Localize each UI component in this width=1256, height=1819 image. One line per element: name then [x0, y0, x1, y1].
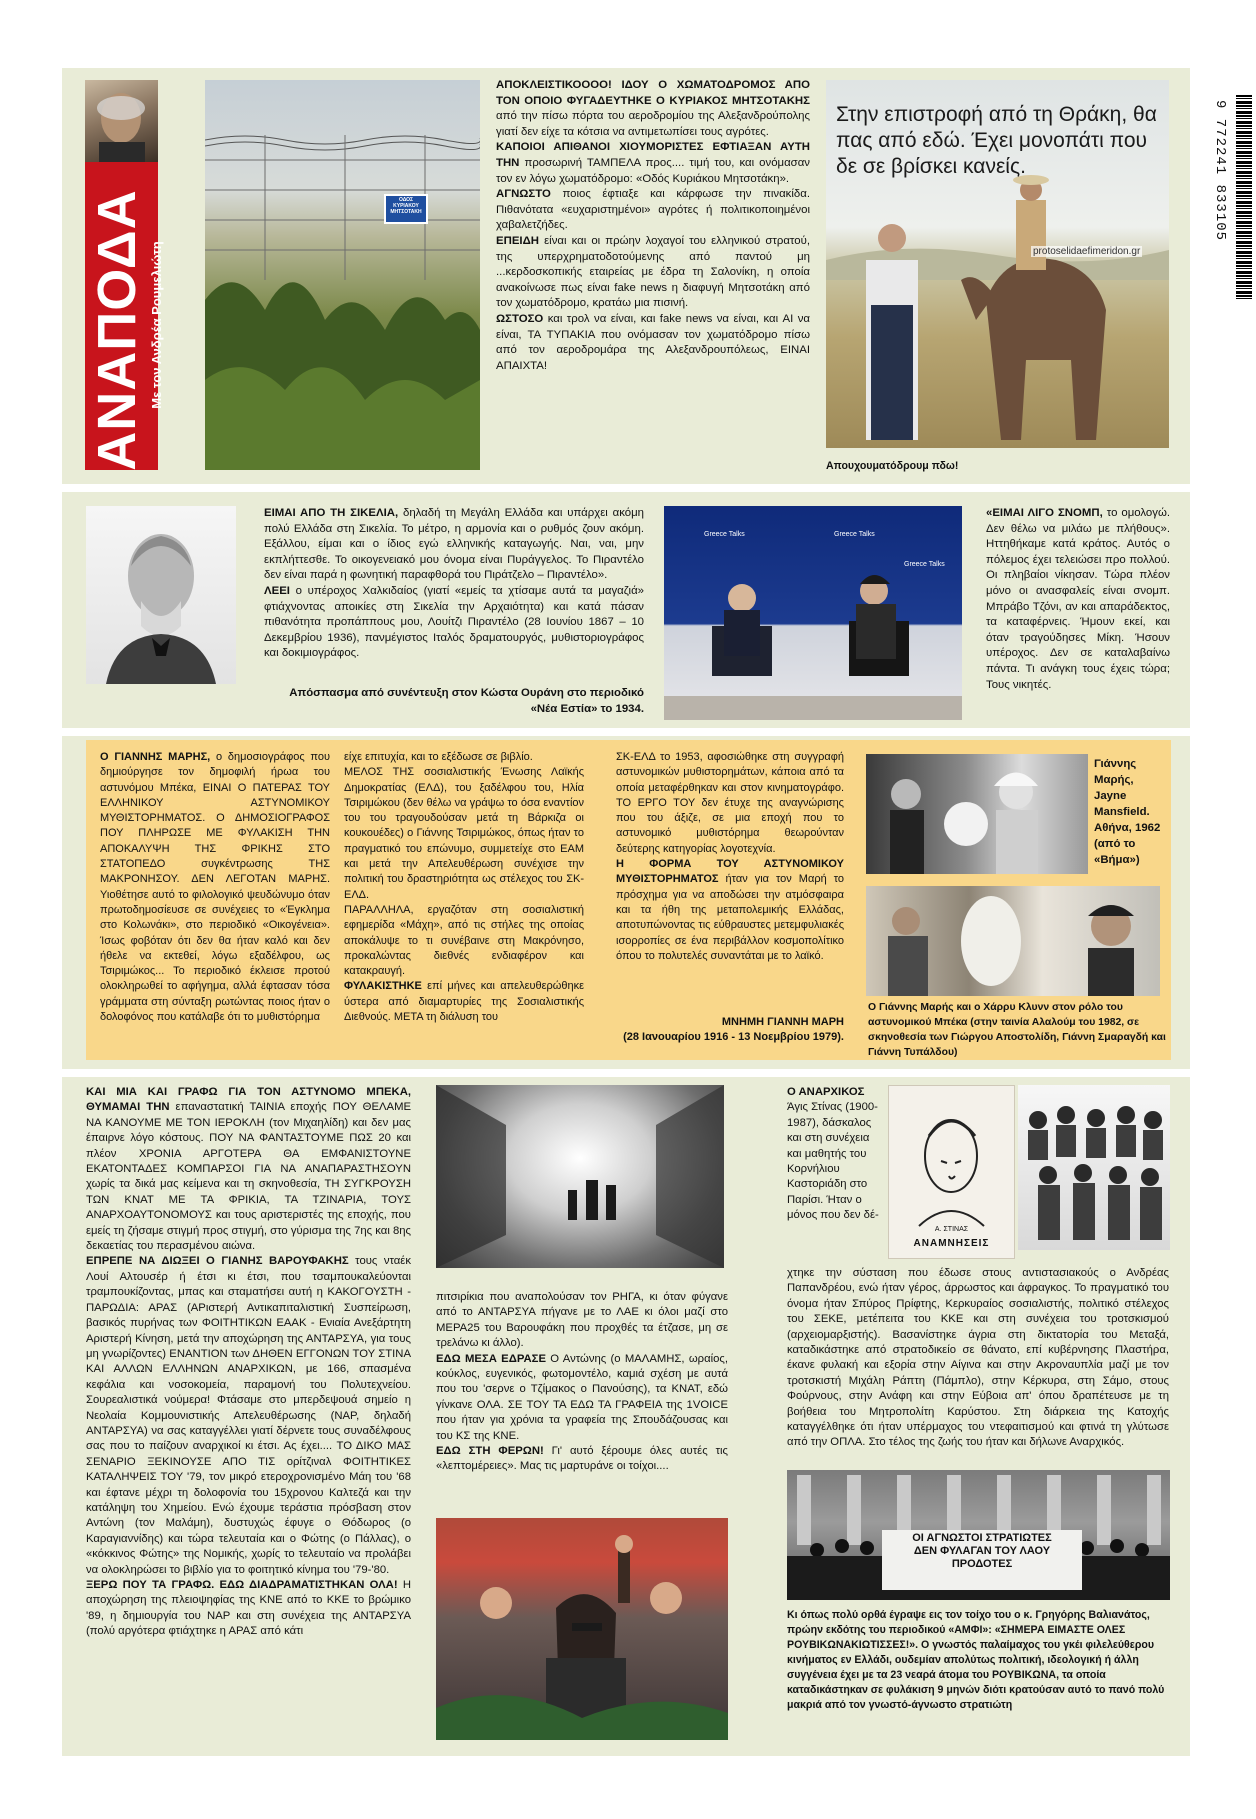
column-author: Με τον Ανδρέα Ρουμελιώτη — [149, 241, 164, 409]
columnist-photo — [85, 80, 158, 162]
svg-text:Greece Talks: Greece Talks — [904, 561, 945, 568]
book-author: Α. ΣΤΙΝΑΣ — [934, 1226, 969, 1233]
maris-memorial: ΜΝΗΜΗ ΓΙΑΝΝΗ ΜΑΡΗ (28 Ιανουαρίου 1916 - 13 Νοεμβρίου 1979). — [623, 1016, 844, 1043]
anarchist-col2: πιτσιρίκια που αναπολούσαν τον ΡΗΓΑ, κι όταν φύγανε από το ΑΝΤΑΡΣΥΑ πήγανε με το ΛΑΕ κι όλοι μαζί στο ΜΕΡΑ25 του Βαρουφάκη που προχθές τα έτζασε, μη σε τρελάνω κι άλλο). ΕΔΩ ΜΕΣΑ ΕΔΡΑΣΕ Ο Αντώνης (ο ΜΑΛΑΜΗΣ, ωραίος, κούκλος, ευγενικός, φωτομοντέλο, καμιά σχέση με αυτά που του 'σερνε ο Τζίμακος ο Πανούσης), τα ΚΝΑΤ, εδώ γίνκανε ΟΛΑ. ΣΕ ΤΟΥ ΤΑ ΕΔΩ ΤΑ ΓΡΑΦΕΙΑ της 1VOICE που ήταν για χρόνια τα γραφεία της Σπουδάζουσας και του ΚΣ της ΚΝΕ. ΕΔΩ ΣΤΗ ΦΕΡΩΝ! Γι' αυτό ξέρουμε όλες αυτές τις «λεπτομέρειες». Μας τις μαρτυράνε οι τοίχοι.... — [436, 1291, 729, 1473]
maris-klynn-photo — [866, 886, 1160, 996]
fence-sign: ΟΔΟΣ ΚΥΡΙΑΚΟΥ ΜΗΤΣΟΤΑΚΗ — [390, 197, 422, 215]
anarchist-col1: ΚΑΙ ΜΙΑ ΚΑΙ ΓΡΑΦΩ ΓΙΑ ΤΟΝ ΑΣΤΥΝΟΜΟ ΜΠΕΚΑ, ΘΥΜΑΜΑΙ ΤΗΝ επαναστατική ΤΑΙΝΙΑ εποχής ΠΟΥ ΘΕΛΑΜΕ ΝΑ ΚΑΝΟΥΜΕ ΜΕ ΤΟΝ ΙΕΡΟΚΛΗ (τον Μιχαηλίδη) και δεν μας έπαιρνε λόγο κόστους. ΠΟΥ ΝΑ ΦΑΝΤΑΣΤΟΥΜΕ ΠΩΣ 20 και πλέον ΧΡΟΝΙΑ ΑΡΓΟΤΕΡΑ ΘΑ ΕΜΦΑΝΙΣΤΟΥΝΕ ΕΚΑΤΟΝΤΑΔΕΣ ΚΟΜΠΑΡΣΟΙ ΓΙΑ ΝΑ ΑΝΑΠΑΡΑΣΤΗΣΟΥΝ χωρίς τα δικά μας κείμενα και τη σκηνοθεσία, ΤΗ ΣΥΓΚΡΟΥΣΗ ΤΩΝ ΚΝΑΤ ΜΕ ΤΑ ΦΡΙΚΙΑ, ΤΑ ΤΖΙΝΑΡΙΑ, ΤΟΥΣ ΑΝΑΡΧΟΑΥΤΟΝΟΜΟΥΣ και τους αριστεριστές της εποχής, που εμείς τη ζήσαμε στιγμή προς στιγμή, στο γύρισμα της 7ης και 8ης δεκαετίας του περασμένου αιώνα. ΕΠΡΕΠΕ ΝΑ ΔΙΩΞΕΙ Ο ΓΙΑΝΗΣ ΒΑΡΟΥΦΑΚΗΣ τους νταέκ Λουί Αλτουσέρ ή έτσι κι έτσι, που τσαμπουκαλεύονται τραμπουκίζοντας, μπας και σταματήσει αυτή η ΚΑΚΟΓΟΥΣΤΗ - ΠΑΡΩΔΙΑ: ΑΡΑΣ (ΑΡιστερή Αντικαπιταλιστική Συσπείρωση, βασικός πυρήνας των ΦΟΙΤΗΤΙΚΩΝ ΕΑΑΚ - Ενιαία Ανεξάρτητη Αριστερή Κίνηση, μετά την αποχώρηση της ΑΝΤΑΡΣΥΑ, για τους μη γνωρίζοντες) ΕΝΑΝΤΙΟΝ των ΔΗΘΕΝ ΕΓΓΟΝΩΝ ΤΟΥ ΣΤΙΝΑ ΚΑΙ ΑΛΛΩΝ ΕΛΛΗΝΩΝ ΑΝΑΡΧΙΚΩΝ, με 166, σπασμένα κεφάλια και νοσοκομεία, παραμονή του Πολυτεχνείου. Σουρεαλιστικά νούμερα! Φτάσαμε στο μπερδεψουά σημείο η Νεολαία Κομμουνιστικής Απελευθέρωσης (ΝΑΡ, δηλαδή ΑΝΤΑΡΣΥΑ) να σας καταγγέλλει γιατί δέρνετε τους συναδέλφους σας που το παίζουν αναρχικοί κι έτσι. Ας έχει.... ΤΟ ΔΙΚΟ ΜΑΣ ΣΕΝΑΡΙΟ ΞΕΚΙΝΟΥΣΕ ΑΠΟ ΤΙΣ ορίτζιναλ ΦΟΙΤΗΤΙΚΕΣ ΚΑΤΑΛΗΨΕΙΣ ΤΟΥ '79, τον μικρό ετεροχρονισμένο Μάη του '68 και έφτανε μέχρι τη δολοφονία του 15χρονου Καλτεζά και την κατάληψη του Χημείου. Ενώ έχουμε τεράστια πρόσβαση στον Αντώνη (τον Μαλάμη), δυστυχώς έφυγε ο Θόδωρος (ο Καραγιαννίδης) και τώρα τελευταία και ο Φώτης (ο Πάλλας), ο «κόκκινος Φώτης» της Νομικής, χωρίς το τελευταίο να προλάβει να ολοκληρώσει το βιβλίο για το φοιτητικό κίνημα του '79-'80. ΞΕΡΩ ΠΟΥ ΤΑ ΓΡΑΦΩ. ΕΔΩ ΔΙΑΔΡΑΜΑΤΙΣΤΗΚΑΝ ΟΛΑ! Η αποχώρηση της πλειοψηφίας της ΚΝΕ από το ΚΚΕ το βρώμικο '89, η δημιουργία του ΝΑΡ και στη συνέχεια της ΑΝΤΑΡΣΥΑ (πολύ αργότερα φτιάχτηκε η ΑΡΑΣ από κάτι — [86, 1086, 412, 1638]
rouvikonas-banner-photo — [787, 1470, 1170, 1600]
maris-mansfield-photo — [866, 754, 1088, 874]
maris-klynn-caption: Ο Γιάννης Μαρής και ο Χάρρυ Κλυνν στον ρόλο του αστυνομικού Μπέκα (στην ταινία Αλαλούμ του 1982, σε σκηνοθεσία των Γιώργου Αποστολίδη, Γιάννη Σμαραγδή και Γιάννη Τυπάλδου) — [868, 1002, 1166, 1058]
maris-col1: Ο ΓΙΑΝΝΗΣ ΜΑΡΗΣ, ο δημοσιογράφος που δημιούργησε τον δημοφιλή ήρωα του αστυνόμου Μπέκα, ΕΙΝΑΙ Ο ΠΑΤΕΡΑΣ ΤΟΥ ΕΛΛΗΝΙΚΟΥ ΑΣΤΥΝΟΜΙΚΟΥ ΜΥΘΙΣΤΟΡΗΜΑΤΟΣ. Ο ΔΗΜΟΣΙΟΓΡΑΦΟΣ ΠΟΥ ΠΛΗΡΩΣΕ ΜΕ ΦΥΛΑΚΙΣΗ ΤΗΝ ΑΠΟΚΑΛΥΨΗ ΤΗΣ ΦΡΙΚΗΣ ΣΤΟ ΣΤΑΤΟΠΕΔΟ συγκέντρωσης ΤΗΣ ΜΑΚΡΟΝΗΣΟΥ. ΔΕΝ ΛΕΓΟΤΑΝ ΜΑΡΗΣ. Υιοθέτησε αυτό το φιλολογικό ψευδώνυμο όταν πρωτοδημοσίευσε σε συνέχειες το «Έγκλημα στο Κολωνάκι», στο περιοδικό «Οικογένεια». Ίσως φοβόταν ότι δεν θα ήταν καλό και δεν ήθελε να εκτεθεί, λόγω εξαδέλφου, ως Τσιριμώκος... Το περιοδικό έκλεισε προτού ολοκληρωθεί το αφήγημα, αλλά έφτασαν τόσα γράμματα στη σύνταξη ρωτώντας ποιος ήταν ο δολοφόνος που κατάλαβε ότι το μυθιστόρημα — [100, 751, 330, 1024]
fence-photo — [205, 80, 480, 470]
divider — [62, 484, 1190, 492]
story2-text: ΕΙΜΑΙ ΑΠΟ ΤΗ ΣΙΚΕΛΙΑ, δηλαδή τη Μεγάλη Ελλάδα και υπάρχει ακόμη πολύ Ελλάδα στη Σικελία. Το μέτρο, η αρμονία και ο ρυθμός ζουν ακόμη. Εξάλλου, είμαι και ο ίδιος εγώ ελληνικής καταγωγής. Ναι, ναι, μην εκπλήττεσθε. Το οικογενειακό μου όνομα είναι Πυράγγελος. Το Πιραντέλο δεν είναι παρά η φωνητική παραφθορά του Πιράτζελο – Πιραντέλο». ΛΕΕΙ ο υπέροχος Χαλκιδαίος (γιατί «εμείς τα χτίσαμε αυτά τα μαγαζιά» φτιάχνοντας αποικίες στη Σικελία την Αρχαιότητα) και κατά πάσαν πιθανότητα προπάππους μου, Λουίτζι Πιραντέλο (28 Ιουνίου 1867 – 10 Δεκεμβρίου 1936), πανμέγιστος Ιταλός δραματουργός, μυθιστοριογράφος και δοκιμιογράφος. — [264, 507, 645, 660]
horse-photo-caption: Απουχουματόδρουμ πδω! — [826, 460, 959, 472]
column-title: ΑΝΑΠΟΔΑ — [87, 189, 147, 471]
svg-text:Greece Talks: Greece Talks — [834, 531, 875, 538]
maris-mansfield-caption: Γιάννης Μαρής, Jayne Mansfield. Αθήνα, 1962 (από το «Βήμα») — [1094, 758, 1161, 866]
divider — [62, 1069, 1190, 1077]
maris-col3: ΣΚ-ΕΛΔ το 1953, αφοσιώθηκε στη συγγραφή αστυνομικών μυθιστορημάτων, κάποια από τα οποία μεταφέρθηκαν και στον κινηματογράφο. ΤΟ ΕΡΓΟ ΤΟΥ δεν έτυχε της αναγνώρισης που του άξιζε, σε μια εποχή που το αστυνομικό μυθιστόρημα θεωρούνταν δεύτερης κατηγορίας λογοτεχνία. Η ΦΟΡΜΑ ΤΟΥ ΑΣΤΥΝΟΜΙΚΟΥ ΜΥΘΙΣΤΟΡΗΜΑΤΟΣ ήταν για τον Μαρή το πρόσχημα για να αποδώσει την ατμόσφαιρα και τα ήθη της μεταπολεμικής Ελλάδας, αποτυπώνοντας τις εύθραυστες μετεμφυλιακές ισορροπίες σε ένα περιβάλλον κοσμοπολίτικο όπου το πολυτελές συναντάται με το λαϊκό. — [616, 751, 844, 962]
anarchist-col3-head: Ο ΑΝΑΡΧΙΚΟΣ Άγις Στίνας (1900-1987), δάσκαλος και στη συνέχεια και μαθητής του Κορνήλιου Καστοριάδη στο Παρίσι. Ήταν ο μόνος που δεν δέ- — [787, 1086, 879, 1222]
maris-col2: είχε επιτυχία, και το εξέδωσε σε βιβλίο. ΜΕΛΟΣ ΤΗΣ σοσιαλιστικής Ένωσης Λαϊκής Δημοκρατίας (ΕΛΔ), του ξαδέλφου του, Ηλία Τσιριμώκου (δεν θέλω να γράψω το όσα εναντίον του του τραγουδούσαν μετά τη Βάρκιζα οι κουκουέδες) ο Γιάννης Τσιριμώκος, όπως ήταν το πραγματικό του επώνυμο, συμμετείχε στο ΕΑΜ και μετά την Απελευθέρωση συνέχισε την πολιτική του δραστηριότητα ως στέλεχος του ΣΚ-ΕΛΔ. ΠΑΡΑΛΛΗΛΑ, εργαζόταν στη σοσιαλιστική εφημερίδα «Μάχη», από τις στήλες της οποίας αποκάλυψε το τι συνέβαινε στη Μακρόνησο, προκαλώντας διεθνές ενδιαφέρον και κατακραυγή. ΦΥΛΑΚΙΣΤΗΚΕ επί μήνες και απελευθερώθηκε ύστερα από διαμαρτυρίες της Σοσιαλιστικής Διεθνούς. ΜΕΤΑ τη διάλυση του — [344, 751, 584, 1024]
protest-photo — [436, 1518, 728, 1740]
anarchist-col3-body: χτηκε την σύσταση που έδωσε στους αντιστασιακούς ο Ανδρέας Παπανδρέου, ενώ ήταν γέρος, άρρωστος και άφραγκος. Το πραγματικό του όνομα ήταν Σπύρος Πρίφτης, Κερκυραίος σοσιαλιστής, πολιτικό στέλεχος του ΣΕΚΕ, μετέπειτα του ΚΚΕ και στη συνέχεια του τροτσκισμού (αρχειομαρξιστής). Βασανίστηκε άγρια στη δικτατορία του Μεταξά, καταδικάστηκε από στρατοδικείο σε θάνατο, επί κυβέρνησης Πλαστήρα, έκανε φυλακή και εξορία στην Αίγινα και στην Ακροναυπλία μαζί με τον τροτσκιστή Μιχάλη Ράπτη (Πάμπλο), στην Κέρκυρα, στη Σάμο, στους Φούρνους, στην Ανάφη και στην Εύβοια απ' όπου δραπέτευσε με τη βοήθεια του Μητροπολίτη Καρύστου. Στη διάρκεια της Κατοχής καταγγέλθηκε ότι ήταν υπέρμαχος του ντεφαιτισμού και φτινά τη γλύτωσε από την ΟΠΛΑ. Στο τέλος της ζωής του ήταν και δήλωνε Αναρχικός. — [787, 1267, 1169, 1449]
stinas-book-cover — [888, 1085, 1015, 1259]
greece-talks-photo — [664, 506, 962, 720]
book-title: ΑΝΑΜΝΗΣΕΙΣ — [913, 1238, 990, 1249]
barcode-number: 9 772241 833105 — [1212, 100, 1228, 242]
svg-text:Greece Talks: Greece Talks — [704, 531, 745, 538]
corridor-photo — [436, 1085, 724, 1268]
barcode — [1236, 95, 1252, 300]
story2-source: Απόσπασμα από συνέντευξη στον Κώστα Ουράνη στο περιοδικό «Νέα Εστία» το 1934. — [289, 687, 644, 715]
horse-photo — [826, 80, 1169, 448]
horse-photo-overlay: Στην επιστροφή από τη Θράκη, θα πας από εδώ. Έχει μονοπάτι που δε σε βρίσκει κανείς. — [836, 103, 1157, 178]
story1-text: ΑΠΟΚΛΕΙΣΤΙΚΟΟΟΟ! ΙΔΟΥ Ο ΧΩΜΑΤΟΔΡΟΜΟΣ ΑΠΟ ΤΟΝ ΟΠΟΙΟ ΦΥΓΑΔΕΥΤΗΚΕ Ο ΚΥΡΙΑΚΟΣ ΜΗΤΣΟΤΑΚΗΣ από την πίσω πόρτα του αεροδρομίου της Αλεξανδρούπολης γιατί δεν είχε τα κότσια να αντιμετωπίσει τους αγρότες. ΚΑΠΟΙΟΙ ΑΠΙΘΑΝΟΙ ΧΙΟΥΜΟΡΙΣΤΕΣ ΕΦΤΙΑΞΑΝ ΑΥΤΗ ΤΗΝ προσωρινή ΤΑΜΠΕΛΑ προς.... τιμή του, και ονόμασαν τον εν λόγω χωματόδρομο: «Οδός Κυριάκου Μητσοτάκη». ΑΓΝΩΣΤΟ ποιος έφτιαξε και κάρφωσε την πινακίδα. Πιθανότατα «ευχαριστημένοι» αγρότες ή πολιτικοποιημένοι χαβαλετζήδες. ΕΠΕΙΔΗ είναι και οι πρώην λοχαγοί του ελληνικού στρατού, της υπερχρηματοδοτούμενης από παντού μη ...κερδοσκοπικής εταιρείας με έδρα τη Σαλονίκη, η οποία ανακοίνωσε πως είναι fake news η διαφυγή Μητσοτάκη από τον χωματόδρομο, κρατάω μια πισινή. ΩΣΤΟΣΟ και τρολ να είναι, και fake news να είναι, και AI να είναι, ΤΑ ΤΥΠΑΚΙΑ που ονόμασαν τον χωματόδρομο πίσω από τον αεροδρομάρα της Αλεξανδρουπόλεως, ΕΙΝΑΙ ΑΠΑΙΧΤΑ! — [496, 79, 810, 372]
story1-p1-lead: ΑΠΟΚΛΕΙΣΤΙΚΟΟΟΟ! ΙΔΟΥ Ο ΧΩΜΑΤΟΔΡΟΜΟΣ ΑΠΟ ΤΟΝ ΟΠΟΙΟ ΦΥΓΑΔΕΥΤΗΚΕ Ο ΚΥΡΙΑΚΟΣ ΜΗΤΣΟΤΑΚΗΣ — [496, 79, 810, 107]
rouvikonas-caption: Κι όπως πολύ ορθά έγραψε εις τον τοίχο του ο κ. Γρηγόρης Βαλιανάτος, πρώην εκδότης του περιοδικού «ΑΜΦΙ»: «ΣΗΜΕΡΑ ΕΙΜΑΣΤΕ ΟΛΕΣ ΡΟΥΒΙΚΩΝΑΚΙΩΤΙΣΣΕΣ!». Ο γνωστός παλαίμαχος του γκέι φιλελεύθερου κινήματος εν Ελλάδι, ουδεμίαν απολύτως πολιτική, ιδεολογική ή άλλη συγγένεια έχει με τα 23 νεαρά άτομα του ΡΟΥΒΙΚΩΝΑ, τα οποία καταδικάστηκαν σε φυλάκιση 9 μηνών διότι κρατούσαν αυτό το πανό πολύ μακριά από τον γνωστό-άγνωστο στρατιώτη — [787, 1609, 1165, 1711]
divider — [62, 728, 1190, 736]
watermark: protoselidaefimeridon.gr — [1033, 246, 1141, 257]
stinas-group-photo — [1018, 1085, 1170, 1250]
pirandello-portrait — [86, 506, 236, 684]
story2-right-text: «ΕΙΜΑΙ ΛΙΓΟ ΣΝΟΜΠ, το ομολογώ. Δεν θέλω να μιλάω με πλήθους». Ηττηθήκαμε κατά κράτος. Αυτός ο πόλεμος έχει τελειώσει προ πολλού. Οι πληβαίοι νίκησαν. Τώρα πλέον μόνο οι ανασφαλείς είναι σνομπ. Μπράβο Τζόνι, αν και απαράδεκτος, τα καταφέρνεις. Ήμουν εκεί, και όταν τραγούδησες Μίκη. Ήσουν υπέροχος. Δεν σε καταλαβαίνω πάντα. Τι ανάγκη τους έχεις τώρα; Τους νικητές. — [986, 507, 1170, 691]
banner-text: ΟΙ ΑΓΝΩΣΤΟΙ ΣΤΡΑΤΙΩΤΕΣ ΔΕΝ ΦΥΛΑΓΑΝ ΤΟΥ ΛΑΟΥ ΠΡΟΔΟΤΕΣ — [912, 1532, 1052, 1570]
